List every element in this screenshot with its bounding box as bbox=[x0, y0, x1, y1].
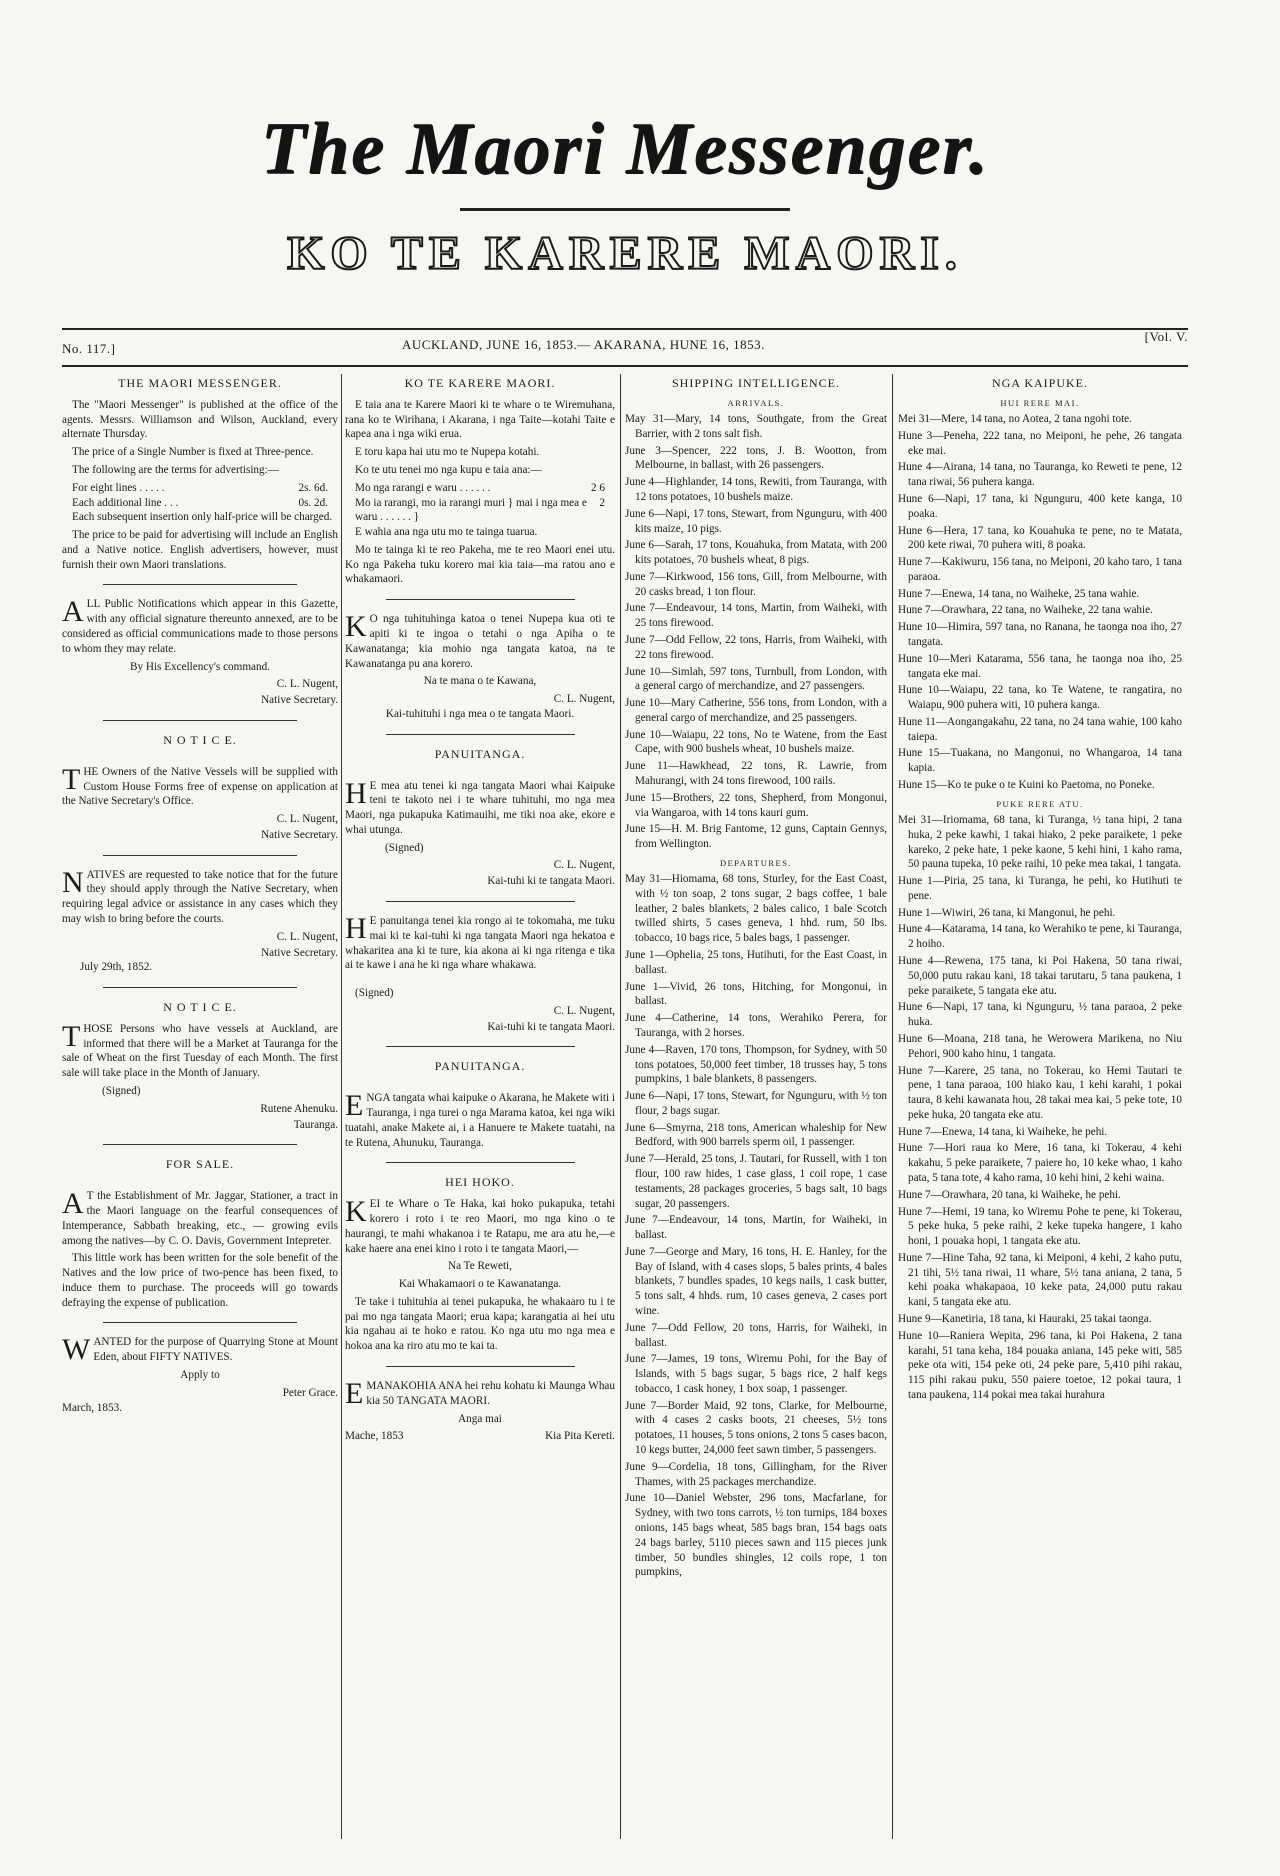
shipping-entry: June 7—Kirkwood, 156 tons, Gill, from Melbourne, with 20 casks bread, 1 ton flour. bbox=[625, 570, 887, 598]
shipping-entry: Hune 15—Ko te puke o te Kuini ko Paetoma, no Poneke. bbox=[898, 779, 1155, 792]
sale-text: AT the Establishment of Mr. Jaggar, Stationer, a tract in the Maori language on the fearful consequences of Intemperance, Sabbath breaking, etc., — growing evils among the natives—by C. O. Davis, Government Intepreter. bbox=[62, 1187, 338, 1247]
divider bbox=[103, 987, 296, 988]
signer-title: Kai-tuhituhi i nga mea o te tangata Maori. bbox=[385, 707, 575, 720]
arrivals-heading: HUI RERE MAI. bbox=[1000, 397, 1080, 408]
shipping-entry: Hune 10—Himira, 597 tana, no Ranana, he taonga noa iho, 27 tangata. bbox=[898, 621, 1182, 648]
shipping-entry: Hune 15—Tuakana, no Mangonui, no Whangaroa, 14 tana kapia. bbox=[898, 747, 1182, 775]
signature-row bbox=[345, 1429, 615, 1444]
shipping-entry: May 31—Hiomama, 68 tons, Sturley, for the East Coast, with ½ ton soap, 2 tons sugar, 2 bags coffee, 1 bale leather, 2 bales blankets, 2 bales calico, 1 bale Scotch twilled shirts, 5 cases geneva, 1 hhd. rum, 50 lbs. tobacco, 10 bags rice, 5 bales bags, 1 passenger. bbox=[625, 873, 887, 945]
apply-label: Apply to bbox=[180, 1369, 220, 1382]
section-heading: KO TE KARERE MAORI. bbox=[404, 376, 556, 390]
rate-row bbox=[355, 481, 605, 496]
divider bbox=[386, 1366, 575, 1367]
shipping-entry: Hune 7—Hori raua ko Mere, 16 tana, ki Tokerau, 4 kehi kakahu, 5 peke paraikete, 7 paiere ho, 10 keke whao, 1 kaho pata, 5 tana tote, 4 kaho rama, 10 kehi hini, 2 kehi waina. bbox=[898, 1142, 1182, 1184]
section-heading: SHIPPING INTELLIGENCE. bbox=[672, 376, 840, 390]
divider bbox=[386, 734, 575, 735]
shipping-entry: Hune 4—Airana, 14 tana, no Tauranga, ko Reweti te pene, 12 tana riwai, 56 puhera kanga. bbox=[898, 461, 1182, 489]
shipping-entry: Hune 6—Hera, 17 tana, ko Kouahuka te pene, no te Matata, 200 kete riwai, 70 puhera witi, 8 poaka. bbox=[898, 524, 1182, 552]
signed-label: (Signed) bbox=[385, 841, 424, 854]
shipping-entry: Hune 6—Napi, 17 tana, ki Ngunguru, ½ tana paraoa, 2 peke huka. bbox=[898, 1001, 1182, 1029]
shipping-entry: Hune 7—Orawhara, 20 tana, ki Waiheke, he pehi. bbox=[898, 1188, 1121, 1201]
signed-label: (Signed) bbox=[102, 1085, 141, 1098]
shipping-entry: June 10—Mary Catherine, 556 tons, from London, with a general cargo of merchandize, and 25 passengers. bbox=[625, 697, 887, 724]
shipping-entry: June 1—Ophelia, 25 tons, Hutihuti, for the East Coast, in ballast. bbox=[625, 949, 887, 976]
volume-number: [Vol. V. bbox=[1144, 329, 1188, 344]
wanted-text: WANTED for the purpose of Quarrying Stone at Mount Eden, about FIFTY NATIVES. bbox=[62, 1333, 338, 1367]
rate-row bbox=[72, 481, 328, 496]
shipping-entry: June 7—Endeavour, 14 tons, Martin, from Waiheki, with 25 tons firewood. bbox=[625, 602, 887, 630]
shipping-entry: June 3—Spencer, 222 tons, J. B. Wootton, from Melbourne, in ballast, with 26 passengers. bbox=[625, 444, 887, 472]
apply-label: Anga mai bbox=[458, 1412, 502, 1425]
shipping-entry: Hune 9—Kanetiria, 18 tana, ki Hauraki, 25 takai taonga. bbox=[898, 1313, 1152, 1326]
shipping-entry: June 11—Hawkhead, 22 tons, R. Lawrie, from Mahurangi, with 24 tons firewood, 100 rails. bbox=[625, 760, 887, 788]
shipping-entry: Hune 7—Enewa, 14 tana, ki Waiheke, he pehi. bbox=[898, 1125, 1108, 1138]
shipping-entry: June 7—Odd Fellow, 20 tons, Harris, for Waiheki, in ballast. bbox=[625, 1321, 887, 1349]
panui-text: HE panuitanga tenei kia rongo ai te tokomaha, me tuku mai ki te kai-tuhi ki nga tangata Maori nga hekatoa e whakaritea ana ki te ture, kia akona ai ki nga ritenga e tika ai te kawe i ana he ki nga whare whakawa. bbox=[345, 911, 615, 972]
shipping-entry: June 4—Catherine, 14 tons, Werahiko Perera, for Tauranga, with 2 horses. bbox=[625, 1012, 887, 1039]
divider bbox=[103, 720, 296, 721]
dateline bbox=[62, 329, 1188, 359]
signer-title: Kai Whakamaori o te Kawanatanga. bbox=[398, 1278, 562, 1291]
hoko-heading: HEI HOKO. bbox=[445, 1175, 515, 1190]
shipping-entry: May 31—Mary, 14 tons, Southgate, from the Great Barrier, with 2 tons salt fish. bbox=[625, 413, 887, 440]
rate-price: 0s. 2d. bbox=[298, 496, 328, 509]
shipping-entry: June 15—Brothers, 22 tons, Shepherd, from Mongonui, via Wangaroa, with 14 tons kauri gum. bbox=[625, 791, 887, 819]
paragraph: Mo te tainga ki te reo Pakeha, me te reo Maori enei utu. Ko nga Pakeha tuku korero mai kia taia—ma ratou ano e whakamaori. bbox=[345, 543, 615, 586]
signer-name: C. L. Nugent, bbox=[553, 693, 615, 706]
shipping-entry: June 7—James, 19 tons, Wiremu Pohi, for the Bay of Islands, with 5 bags sugar, 5 bags rice, 2 half kegs tobacco, 1 cask honey, 1 box soap, 1 passenger. bbox=[625, 1353, 887, 1395]
shipping-entry: June 7—Odd Fellow, 22 tons, Harris, from Waiheki, with 22 tons firewood. bbox=[625, 633, 887, 661]
paragraph: E toru kapa hai utu mo te Nupepa kotahi. bbox=[355, 446, 540, 459]
notice-date: Mache, 1853 bbox=[345, 1430, 404, 1443]
paragraph: E taia ana te Karere Maori ki te whare o te Wiremuhana, rana ko te Wirihana, i Akarana, i nga Taite—kotahi Taite e kapea ana i nga wiki erua. bbox=[345, 398, 615, 441]
column-rule bbox=[620, 374, 621, 1839]
shipping-entry: June 6—Napi, 17 tons, Stewart, for Ngunguru, with ½ ton flour, 2 bags sugar. bbox=[625, 1090, 887, 1117]
signer-name: C. L. Nugent, bbox=[553, 859, 615, 872]
notice-heading: N O T I C E. bbox=[163, 732, 237, 747]
shipping-entry: Mei 31—Iriomama, 68 tana, ki Turanga, ½ tana hipi, 2 tana huka, 2 peke kawhi, 1 takai hiako, 2 peke paraikete, 1 peke kareko, 2 peke hate, 1 peke kaone, 5 kehi hini, 1 kaho rama, 50 pauna tupeka, 10 peke raihi, 10 peke mea takai, 1 tangata. bbox=[898, 814, 1182, 871]
shipping-entry: June 4—Raven, 170 tons, Thompson, for Sydney, with 50 tons potatoes, 50,000 feet timber, 18 trusses hay, 5 tons pumpkins, 1 bale blankets, 8 passengers. bbox=[625, 1043, 887, 1086]
masthead-rule bbox=[460, 208, 790, 211]
shipping-entry: June 7—Border Maid, 92 tons, Clarke, for Melbourne, with 4 cases 2 casks boots, 21 cheeses, 5½ tons potatoes, 11 houses, 5 tons onions, 2 tons 5 cases bacon, 10 kegs butter, 24,000 feet sawn timber, 5 passengers. bbox=[625, 1399, 887, 1457]
shipping-entry: June 6—Napi, 17 tons, Stewart, from Ngunguru, with 400 kits maize, 10 pigs. bbox=[625, 507, 887, 535]
paragraph: Each subsequent insertion only half-price will be charged. bbox=[72, 511, 333, 524]
shipping-entry: June 6—Sarah, 17 tons, Kouahuka, from Matata, with 200 kits potatoes, 70 bushels wheat, 8 pigs. bbox=[625, 539, 887, 567]
shipping-entry: Hune 7—Kakiwuru, 156 tana, no Meiponi, 20 kaho taro, 1 tana paraoa. bbox=[898, 556, 1182, 583]
divider bbox=[103, 855, 296, 856]
notice-heading: N O T I C E. bbox=[163, 1000, 237, 1015]
departures-list bbox=[625, 872, 887, 1580]
natives-notice-text: NATIVES are requested to take notice that for the future they should apply through the Native Secretary, when requiring legal advice or assistance in any cases which they may wish to bring before the courts. bbox=[62, 865, 338, 925]
notice-date: July 29th, 1852. bbox=[80, 961, 153, 974]
column-rule bbox=[892, 374, 893, 1839]
hoko-text: KEI te Whare o Te Haka, kai hoko pukapuka, tetahi korero i roto i te reo Maori, mo nga kino o te haurangi, te mahi whakanoa i te Ratapu, me ara atu he,—e kake haere ana enei kino i roto i te tangata Maori,— bbox=[345, 1195, 615, 1255]
rate-price: 2 6 bbox=[591, 481, 605, 494]
signer-name: C. L. Nugent, bbox=[276, 678, 338, 691]
signer-place: Tauranga. bbox=[293, 1118, 338, 1131]
panui-text: HE mea atu tenei ki nga tangata Maori whai Kaipuke teni te takoto nei i te whare tuhituhi, mo nga mea Maori, nga pukapuka Katimauihi, me tiki noa ake, ekore e whai utunga. bbox=[345, 776, 615, 836]
paragraph: The price to be paid for advertising will include an English and a Native notice. English advertisers, however, must furnish their own Maori translations. bbox=[62, 529, 338, 571]
issue-date: AUCKLAND, JUNE 16, 1853.— AKARANA, HUNE 16, 1853. bbox=[402, 337, 765, 352]
divider bbox=[386, 901, 575, 902]
shipping-entry: Hune 7—Hine Taha, 92 tana, ki Meiponi, 4 kehi, 2 kaho putu, 21 tihi, 5½ tana riwai, 11 whare, 5½ tana aniana, 2 tana, 5 kehi poaka whakapaoa, 10 keke pata, 24,000 putu rakau kani, 5 tangata eke atu. bbox=[898, 1251, 1182, 1309]
departures-heading: DEPARTURES. bbox=[719, 857, 793, 868]
signer-title: Native Secretary. bbox=[261, 946, 338, 959]
paragraph: The "Maori Messenger" is published at the office of the agents. Messrs. Williamson and Wilson, Auckland, every alternate Thursday. bbox=[62, 398, 338, 441]
shipping-entry: June 10—Daniel Webster, 296 tons, Macfarlane, for Sydney, with two tons carrots, ½ ton turnips, 184 boxes onions, 145 bags wheat, 585 bags bran, 154 bags oats 24 bags barley, 5110 pieces sawn and 115 pieces junk timber, 50 bundles shingles, 12 coils rope, 1 ton pumpkins, bbox=[625, 1492, 887, 1579]
departures-list bbox=[898, 813, 1182, 1403]
panui-heading: PANUITANGA. bbox=[434, 1059, 526, 1074]
shipping-entry: June 7—Endeavour, 14 tons, Martin, for Waiheki, in ballast. bbox=[625, 1214, 887, 1242]
rate-price: 2 bbox=[599, 496, 605, 509]
market-notice-text: THOSE Persons who have vessels at Auckland, are informed that there will be a Market at Tauranga for the sale of Wheat on the first Tuesday of each Month. The first sale will take place in the Month of January. bbox=[62, 1019, 338, 1080]
shipping-entry: Hune 6—Moana, 218 tana, he Werowera Marikena, no Niu Pehori, 900 kaho hinu, 1 tangata. bbox=[898, 1032, 1182, 1060]
notice-date: March, 1853. bbox=[62, 1401, 122, 1414]
signer-name: C. L. Nugent, bbox=[553, 1004, 615, 1017]
command-line: Na te mana o te Kawana, bbox=[423, 675, 537, 688]
hoko-text-2: Te take i tuhituhia ai tenei pukapuka, he whakaaro tu i te pai mo nga tangata Maori; erua kapa; karangatia ai hei utu kia ngahau ai te hoko e ratou. Ko nga utu mo nga mea e hokoa ana ka riro atu mo te kai ta. bbox=[345, 1295, 615, 1353]
shipping-entry: June 1—Vivid, 26 tons, Hitching, for Mongonui, in ballast. bbox=[625, 980, 887, 1008]
divider bbox=[386, 1162, 575, 1163]
column-rule bbox=[341, 374, 342, 1839]
shipping-entry: June 15—H. M. Brig Fantome, 12 guns, Captain Gennys, from Wellington. bbox=[625, 823, 887, 851]
issue-number: No. 117.] bbox=[62, 341, 116, 356]
rate-label: Mo ia rarangi, mo ia rarangi muri } mai i nga mea e waru . . . . . . } bbox=[355, 496, 587, 524]
signer-name: C. L. Nugent, bbox=[276, 930, 338, 943]
masthead-title: The Maori Messenger. bbox=[260, 108, 990, 190]
shipping-entry: Hune 1—Wiwiri, 26 tana, ki Mangonui, he pehi. bbox=[898, 906, 1116, 919]
panui-heading: PANUITANGA. bbox=[434, 746, 526, 761]
terms-block bbox=[62, 398, 338, 478]
shipping-entry: June 10—Simlah, 597 tons, Turnbull, from London, with a general cargo of merchandize, and 27 passengers. bbox=[625, 665, 887, 693]
shipping-entry: Hune 4—Rewena, 175 tana, ki Poi Hakena, 50 tana riwai, 50,000 putu rakau kani, 18 takai tarutaru, 5 tana paukena, 1 peke paraikete, 5 tangata eke atu. bbox=[898, 955, 1182, 997]
shipping-entry: Hune 10—Meri Katarama, 556 tana, he taonga noa iho, 25 tangata eke mai. bbox=[898, 652, 1182, 680]
signer-title: Native Secretary. bbox=[261, 694, 338, 707]
masthead-subtitle: KO TE KARERE MAORI. bbox=[287, 227, 963, 280]
paragraph: Ko te utu tenei mo nga kupu e taia ana:— bbox=[355, 463, 542, 476]
shipping-entry: Hune 1—Piria, 25 tana, ki Turanga, he pehi, ko Hutihuti te pene. bbox=[898, 875, 1182, 902]
signer-name: Rutene Ahenuku. bbox=[260, 1102, 338, 1115]
column-nga-kaipuke bbox=[898, 376, 1182, 1405]
shipping-entry: Hune 10—Raniera Wepita, 296 tana, ki Poi Hakena, 2 tana karahi, 51 tana keha, 184 pouaka aniana, 145 peke witi, 585 peke ota witi, 154 peke oti, 24 peke pare, 5,410 pihi rakau, 115 pihi rakau puku, 550 paiere toetoe, 12 pokai taura, 1 tana paukena, 114 pokai mea takai hurahura bbox=[898, 1329, 1182, 1401]
shipping-entry: Hune 11—Aongangakahu, 22 tana, no 24 tana wahie, 100 kaho taiepa. bbox=[898, 715, 1182, 743]
divider bbox=[386, 1046, 575, 1047]
divider bbox=[103, 584, 296, 585]
notice-text: THE Owners of the Native Vessels will be supplied with Custom House Forms free of expense on application at the Native Secretary's Office. bbox=[62, 762, 338, 808]
shipping-entry: June 7—Herald, 25 tons, J. Tautari, for Russell, with 1 ton flour, 100 raw hides, 1 case glass, 1 coil rope, 1 case testaments, 28 packages groceries, 5 bags salt, 10 bags sugar, 20 passengers. bbox=[625, 1153, 887, 1210]
shipping-entry: Hune 7—Karere, 25 tana, no Tokerau, ko Hemi Tautari te pene, 1 tana paraoa, 100 hiako kau, 1 kehi karahi, 1 pokai taura, 8 kehi kawanata hou, 28 takai mea kai, 5 peke tote, 10 peke huka, 20 tangata eke atu. bbox=[898, 1064, 1182, 1121]
paragraph: E wahia ana nga utu mo te tainga tuarua. bbox=[355, 526, 538, 539]
rate-row bbox=[355, 496, 605, 526]
rate-label: Each additional line . . . bbox=[72, 496, 179, 509]
sale-heading: FOR SALE. bbox=[165, 1157, 235, 1172]
signer-name: Na Te Reweti, bbox=[448, 1260, 512, 1273]
section-heading: THE MAORI MESSENGER. bbox=[118, 376, 282, 390]
shipping-entry: June 10—Waiapu, 22 tons, No te Watene, from the East Cape, with 900 bushels wheat, 10 bushels maize. bbox=[625, 728, 887, 756]
rate-row bbox=[72, 496, 328, 511]
sale-text-2: This little work has been written for the sole benefit of the Natives and the low price of two-pence has been fixed, to induce them to purchase. The proceeds will go towards defraying the expense of publication. bbox=[62, 1252, 338, 1309]
column-english-notices bbox=[62, 376, 338, 1418]
divider bbox=[386, 599, 575, 600]
rate-price: 2s. 6d. bbox=[298, 481, 328, 494]
dateline-bottom-rule bbox=[62, 365, 1188, 367]
divider bbox=[103, 1322, 296, 1323]
signer-name: Peter Grace. bbox=[282, 1386, 338, 1399]
command-line: By His Excellency's command. bbox=[130, 660, 270, 673]
signer-title: Kai-tuhi ki te tangata Maori. bbox=[487, 1020, 615, 1033]
paragraph: The following are the terms for advertising:— bbox=[72, 463, 279, 476]
shipping-entry: Hune 3—Peneha, 222 tana, no Meiponi, he pehe, 26 tangata eke mai. bbox=[898, 429, 1182, 457]
wanted-text: EMANAKOHIA ANA hei rehu kohatu ki Maunga Whau kia 50 TANGATA MAORI. bbox=[345, 1377, 615, 1411]
arrivals-heading: ARRIVALS. bbox=[727, 397, 785, 408]
shipping-entry: Hune 7—Orawhara, 22 tana, no Waiheke, 22 tana wahie. bbox=[898, 604, 1153, 617]
shipping-entry: Hune 4—Katarama, 14 tana, ko Werahiko te pene, ki Tauranga, 2 hoiho. bbox=[898, 923, 1183, 951]
notice-text: KO nga tuhituhinga katoa o tenei Nupepa kua oti te apiti ki te ingoa o tetahi o nga Apiha o te Kawanatanga; kia mohio nga tangata katoa, na te Kawanatanga pu ana korero. bbox=[345, 610, 615, 670]
shipping-entry: Hune 7—Enewa, 14 tana, no Waiheke, 25 tana wahie. bbox=[898, 587, 1140, 600]
shipping-entry: Hune 6—Napi, 17 tana, ki Ngunguru, 400 kete kanga, 10 poaka. bbox=[898, 492, 1182, 520]
shipping-entry: June 7—George and Mary, 16 tons, H. E. Hanley, for the Bay of Island, with 4 cases slops, 5 bales prints, 4 bales blankets, 7 bundles spades, 10 kegs nails, 1 cask butter, 5 tons salt, 4 hhds. rum, 10 cases geneva, 2 cases port wine. bbox=[625, 1245, 887, 1318]
arrivals-list bbox=[898, 412, 1182, 793]
shipping-entry: Hune 7—Hemi, 19 tana, ko Wiremu Pohe te pene, ki Tokerau, 5 peke huka, 5 peke raihi, 2 keke tupeka hangere, 1 kaho honi, 1 pouaka hopi, 1 tangata eke atu. bbox=[898, 1205, 1182, 1248]
signed-label: (Signed) bbox=[355, 987, 394, 1000]
dateline-top-rule bbox=[62, 328, 1188, 330]
column-shipping bbox=[625, 376, 887, 1582]
rate-label: For eight lines . . . . . bbox=[72, 481, 165, 494]
departures-heading: PUKE RERE ATU. bbox=[996, 798, 1084, 809]
shipping-entry: June 9—Cordelia, 18 tons, Gillingham, for the River Thames, with 25 packages merchandize. bbox=[625, 1460, 887, 1488]
rate-label: Mo nga rarangi e waru . . . . . . bbox=[355, 481, 491, 494]
signer-title: Native Secretary. bbox=[261, 828, 338, 841]
signer-name: Kia Pita Kereti. bbox=[545, 1430, 615, 1443]
panui-text: ENGA tangata whai kaipuke o Akarana, he Makete witi i Tauranga, i nga turei o nga Marama katoa, kei nga wiki tuatahi, anake Makete ai, i a Hanuere te Makete tuatahi, na te Rutena, Ahunuku, Tauranga. bbox=[345, 1089, 615, 1149]
section-heading: NGA KAIPUKE. bbox=[992, 376, 1088, 390]
arrivals-list bbox=[625, 412, 887, 852]
public-notice-text: ALL Public Notifications which appear in this Gazette, with any official signature thereunto annexed, are to be considered as official communications made to those persons to whom they may relate. bbox=[62, 595, 338, 655]
divider bbox=[103, 1144, 296, 1145]
signer-name: C. L. Nugent, bbox=[276, 813, 338, 826]
signer-title: Kai-tuhi ki te tangata Maori. bbox=[487, 875, 615, 888]
shipping-entry: June 6—Smyrna, 218 tons, American whaleship for New Bedford, with 900 barrels sperm oil, 1 passenger. bbox=[625, 1121, 887, 1149]
column-maori-notices bbox=[345, 376, 615, 1444]
paragraph: The price of a Single Number is fixed at Three-pence. bbox=[72, 446, 314, 459]
shipping-entry: June 4—Highlander, 14 tons, Rewiti, from Tauranga, with 12 tons potatoes, 10 bushels maize. bbox=[625, 476, 887, 503]
shipping-entry: Hune 10—Waiapu, 22 tana, ko Te Watene, te rangatira, no Waiapu, 900 puhera witi, 10 puhera kanga. bbox=[898, 684, 1182, 712]
shipping-entry: Mei 31—Mere, 14 tana, no Aotea, 2 tana ngohi tote. bbox=[898, 413, 1132, 426]
